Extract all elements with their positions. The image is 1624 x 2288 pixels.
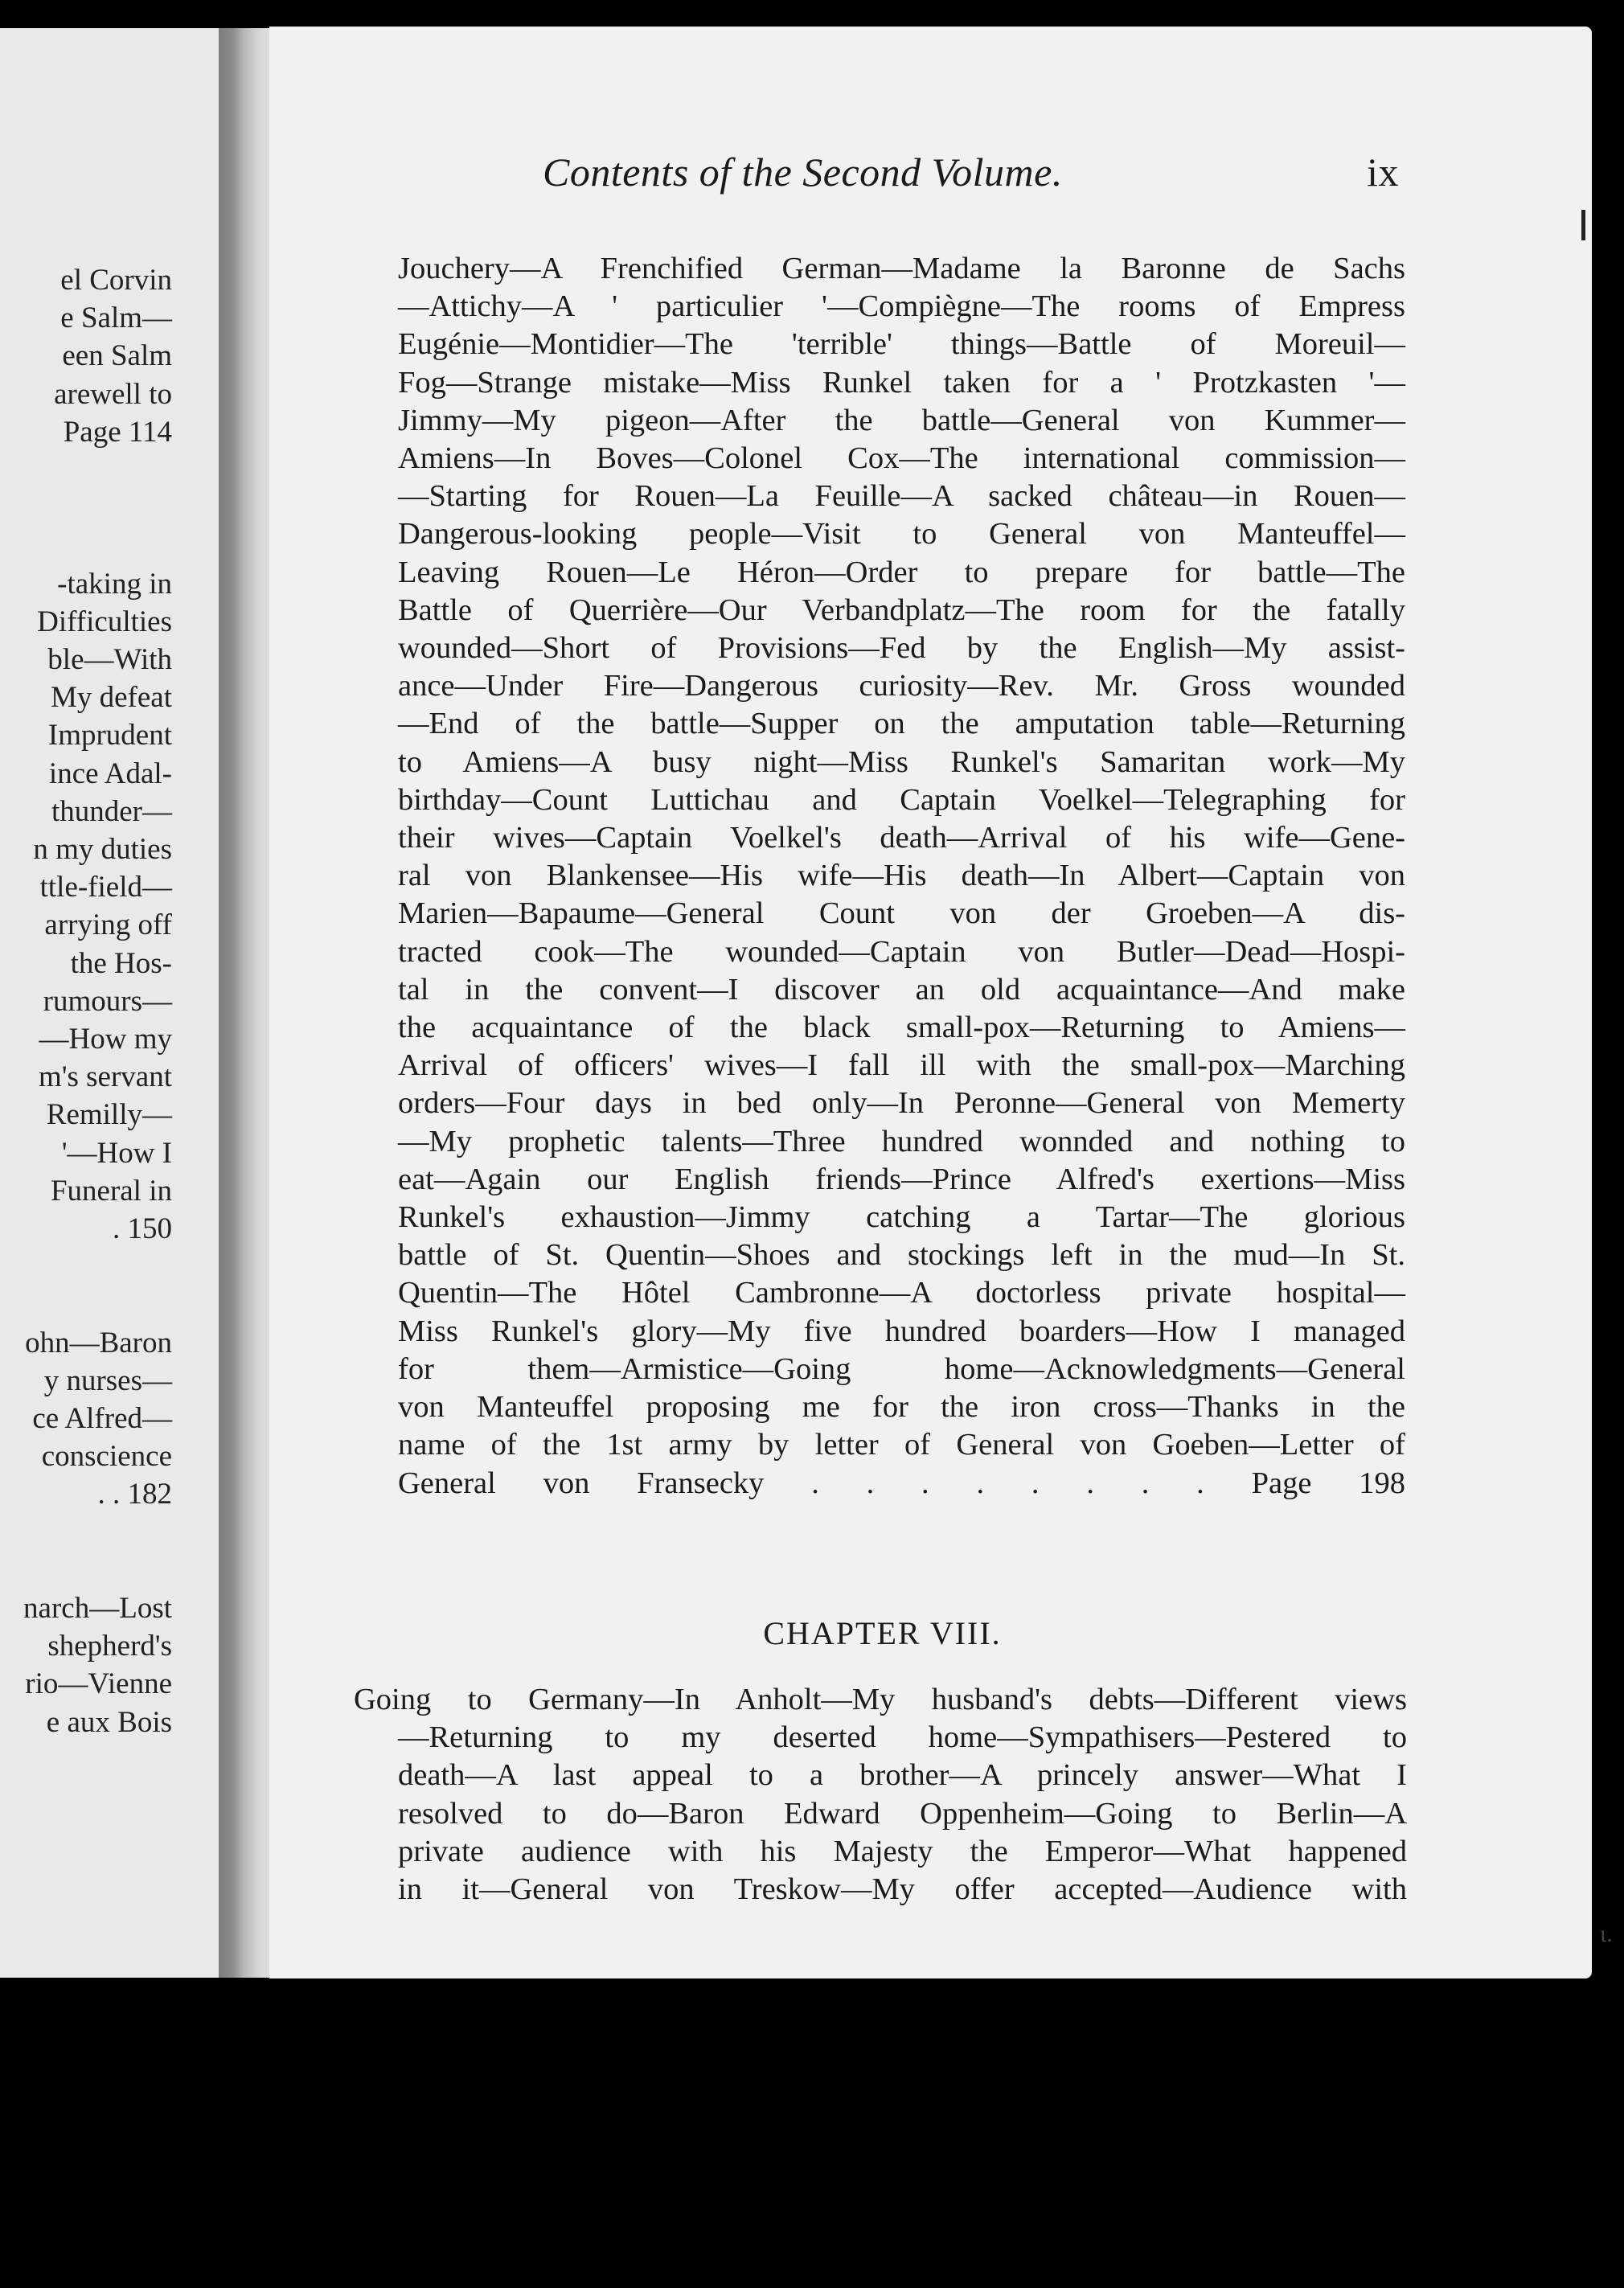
left-page-fragment: —How my [39, 1023, 172, 1056]
contents-line: Battle of Querrière—Our Verbandplatz—The room for the fatally [398, 593, 1405, 627]
left-page-fragment: Imprudent [47, 719, 172, 752]
left-page-fragment: Funeral in [50, 1174, 172, 1208]
left-page-fragment: narch—Lost [23, 1592, 172, 1625]
contents-line: their wives—Captain Voelkel's death—Arrival of his wife—Gene- [398, 821, 1405, 855]
chapter-viii-contents [354, 1681, 1407, 1909]
contents-line: Marien—Bapaume—General Count von der Groeben—A dis- [398, 896, 1405, 931]
left-page-fragment: een Salm [62, 339, 172, 373]
contents-line: Jouchery—A Frenchified German—Madame la Baronne de Sachs [398, 252, 1405, 285]
left-page-fragment: -taking in [57, 567, 172, 601]
contents-line: wounded—Short of Provisions—Fed by the English—My assist- [398, 631, 1405, 666]
left-page-fragment: ince Adal- [48, 757, 172, 790]
chapter-vii-contents [398, 250, 1405, 1503]
contents-line: ral von Blankensee—His wife—His death—In Albert—Captain von [398, 859, 1405, 893]
contents-line: Arrival of officers' wives—I fall ill with the small-pox—Marching [398, 1048, 1405, 1083]
contents-line: orders—Four days in bed only—In Peronne—General von Memerty [398, 1086, 1405, 1121]
left-page-fragment: conscience [41, 1440, 172, 1474]
contents-line: —My prophetic talents—Three hundred wonnded and nothing to [398, 1124, 1405, 1158]
corner-mark: ι. [1600, 1921, 1613, 1947]
contents-line: for them—Armistice—Going home—Acknowledgments—General [398, 1351, 1405, 1386]
contents-line: ance—Under Fire—Dangerous curiosity—Rev. Mr. Gross wounded [398, 669, 1405, 703]
contents-line: Fog—Strange mistake—Miss Runkel taken for a ' Protzkasten '— [398, 365, 1405, 400]
left-page-fragment: shepherd's [47, 1630, 172, 1663]
left-page-fragment: ttle-field— [39, 871, 172, 904]
right-page [269, 27, 1613, 1978]
left-page-fragment: Page 114 [63, 415, 172, 449]
left-page-fragment: My defeat [50, 681, 172, 715]
left-page-fragment: n my duties [33, 833, 172, 866]
contents-line: private audience with his Majesty the Emperor—What happened [398, 1834, 1407, 1868]
contents-line: Miss Runkel's glory—My five hundred boarders—How I managed [398, 1314, 1405, 1348]
left-page [0, 28, 219, 1978]
contents-line: name of the 1st army by letter of General von Goeben—Letter of [398, 1428, 1405, 1462]
left-page-fragment: '—How I [61, 1136, 172, 1170]
left-page-fragment: rumours— [43, 984, 172, 1018]
contents-line: Going to Germany—In Anholt—My husband's debts—Different views [354, 1683, 1407, 1716]
running-head-title: Contents of the Second Volume. [543, 150, 1063, 195]
left-page-fragment: the Hos- [70, 946, 172, 980]
left-page-fragment: e Salm— [60, 301, 172, 335]
contents-line: Amiens—In Boves—Colonel Cox—The international commission— [398, 441, 1405, 476]
contents-line: Dangerous-looking people—Visit to General von Manteuffel— [398, 517, 1405, 551]
left-page-fragment: . 150 [113, 1212, 172, 1245]
left-page-fragment: ce Alfred— [32, 1402, 172, 1435]
contents-line: tal in the convent—I discover an old acquaintance—And make [398, 972, 1405, 1007]
contents-line: the acquaintance of the black small-pox—Returning to Amiens— [398, 1011, 1405, 1045]
contents-line: Jimmy—My pigeon—After the battle—General von Kummer— [398, 403, 1405, 437]
left-page-fragment: arewell to [54, 377, 172, 411]
contents-line: —End of the battle—Supper on the amputation table—Returning [398, 707, 1405, 741]
left-page-fragment: el Corvin [60, 264, 172, 297]
contents-line: —Starting for Rouen—La Feuille—A sacked château—in Rouen— [398, 479, 1405, 514]
left-page-fragment: Remilly— [46, 1098, 172, 1132]
page-number: ix [1367, 150, 1399, 195]
chapter-viii-heading: CHAPTER VIII. [763, 1615, 1002, 1651]
left-page-fragment: thunder— [51, 794, 172, 828]
left-page-fragment: e aux Bois [46, 1705, 172, 1739]
left-page-fragment: y nurses— [43, 1363, 172, 1397]
contents-line: Leaving Rouen—Le Héron—Order to prepare for battle—The [398, 555, 1405, 589]
left-page-fragment: rio—Vienne [25, 1667, 172, 1701]
contents-line: birthday—Count Luttichau and Captain Voelkel—Telegraphing for [398, 782, 1405, 817]
left-page-fragment: ble—With [47, 643, 172, 676]
left-page-fragment: m's servant [39, 1060, 172, 1094]
contents-line: resolved to do—Baron Edward Oppenheim—Going to Berlin—A [398, 1796, 1407, 1831]
left-page-fragment: arrying off [44, 908, 172, 942]
contents-line: in it—General von Treskow—My offer accepted—Audience with [398, 1872, 1407, 1907]
contents-line: eat—Again our English friends—Prince Alfred's exertions—Miss [398, 1162, 1405, 1196]
contents-line: Quentin—The Hôtel Cambronne—A doctorless private hospital— [398, 1276, 1405, 1310]
left-page-fragment: . . 182 [97, 1478, 172, 1511]
contents-line: —Returning to my deserted home—Sympathisers—Pestered to [398, 1720, 1407, 1755]
contents-line: to Amiens—A busy night—Miss Runkel's Samaritan work—My [398, 744, 1405, 779]
left-page-fragment: ohn—Baron [25, 1326, 172, 1359]
contents-line: General von Fransecky . . . . . . . . Page 198 [398, 1466, 1405, 1500]
contents-line: battle of St. Quentin—Shoes and stockings left in the mud—In St. [398, 1238, 1405, 1273]
contents-line: Eugénie—Montidier—The 'terrible' things—Battle of Moreuil— [398, 327, 1405, 362]
contents-line: von Manteuffel proposing me for the iron cross—Thanks in the [398, 1390, 1405, 1425]
contents-line: tracted cook—The wounded—Captain von Butler—Dead—Hospi- [398, 934, 1405, 969]
left-page-fragment: Difficulties [37, 605, 172, 638]
contents-line: —Attichy—A ' particulier '—Compiègne—The rooms of Empress [398, 289, 1405, 324]
contents-line: Runkel's exhaustion—Jimmy catching a Tartar—The glorious [398, 1200, 1405, 1235]
page-edge-mark [1581, 210, 1585, 240]
contents-line: death—A last appeal to a brother—A princely answer—What I [398, 1758, 1407, 1793]
